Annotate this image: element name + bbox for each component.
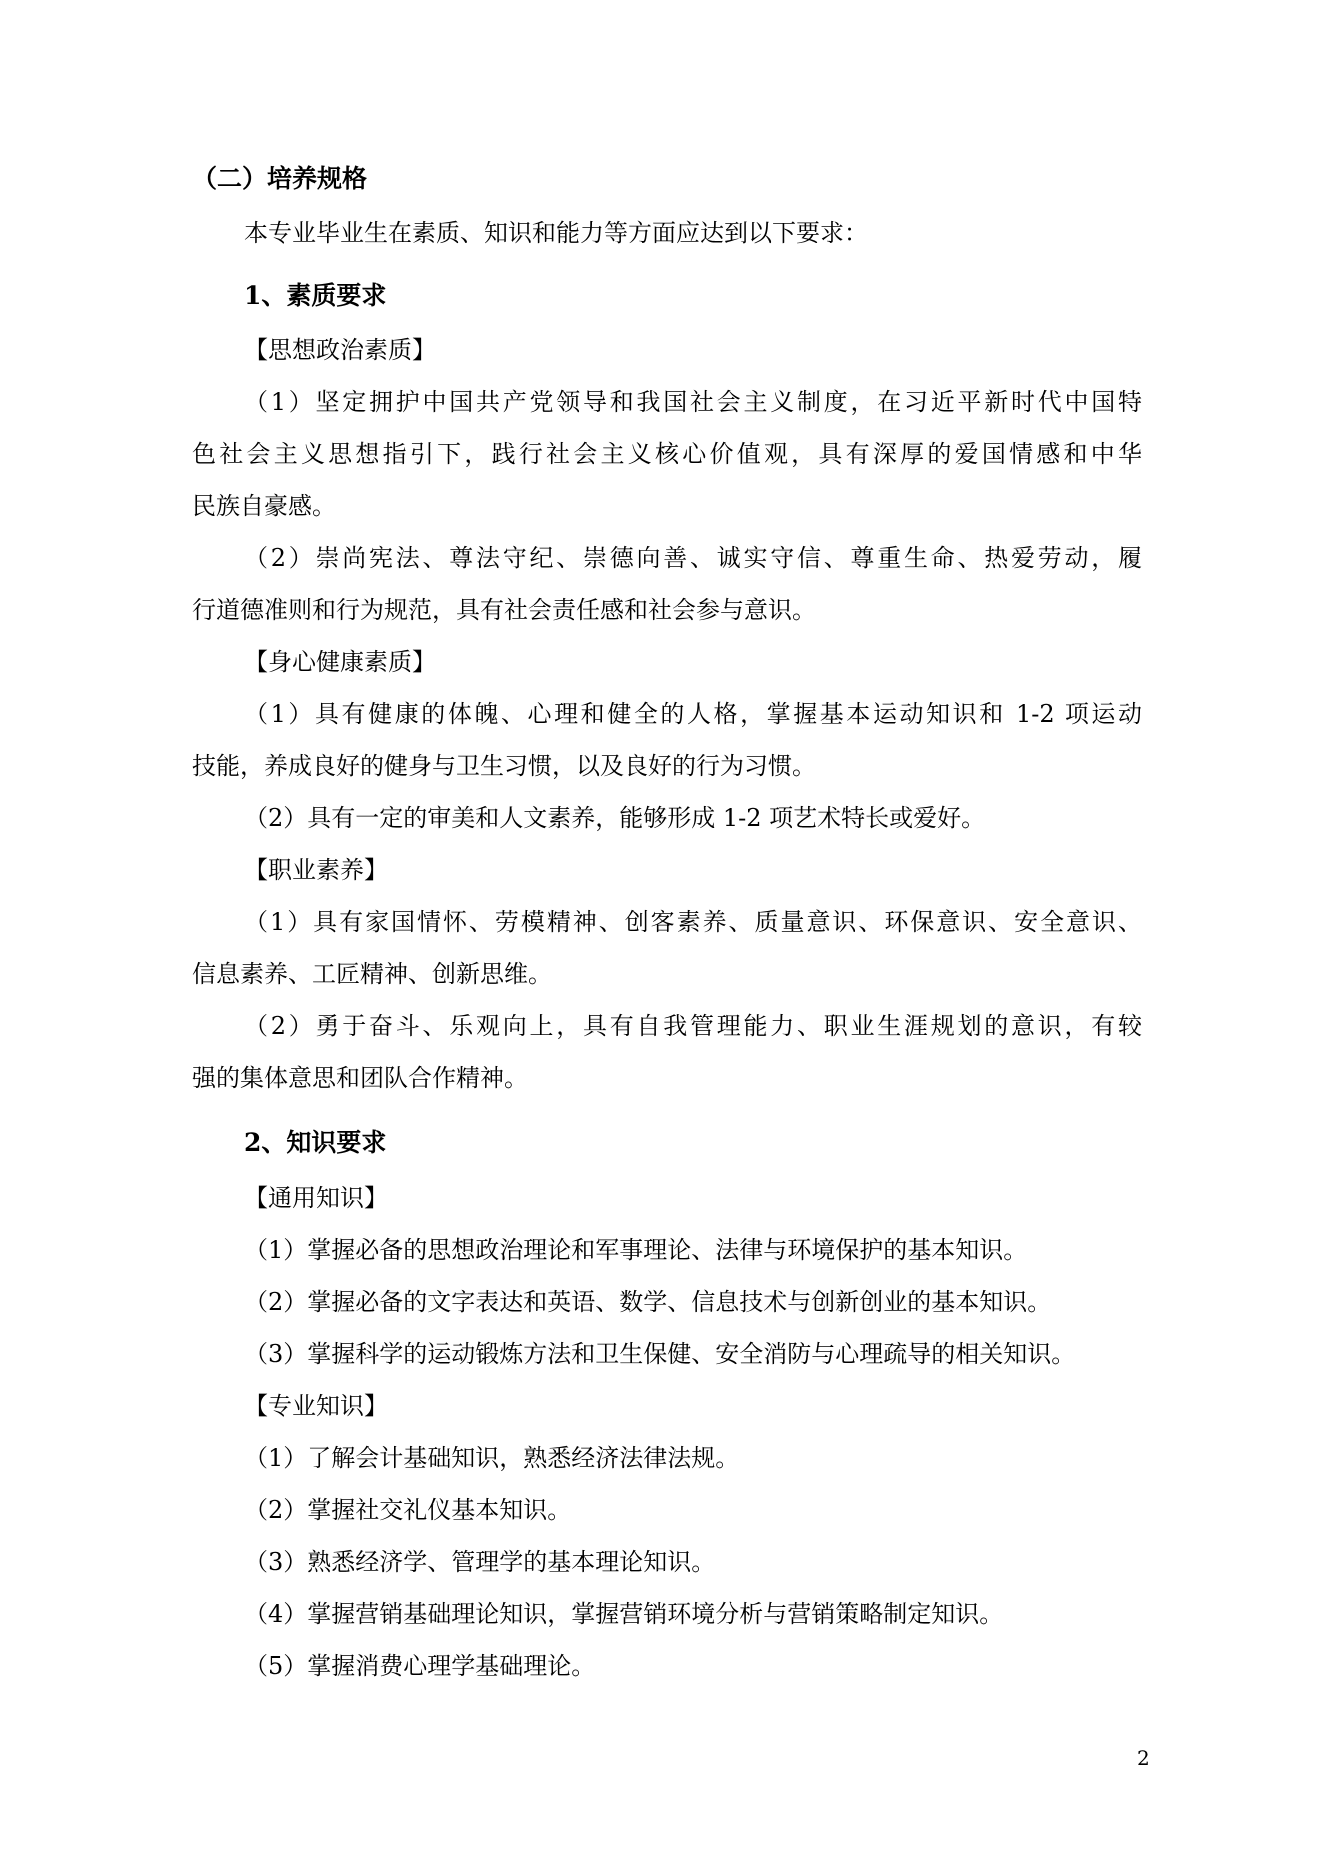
political-item1-line1: （1）坚定拥护中国共产党领导和我国社会主义制度，在习近平新时代中国特 [244, 388, 1142, 416]
specialized-knowledge-item1: （1）了解会计基础知识，熟悉经济法律法规。 [244, 1444, 740, 1472]
intro-paragraph: 本专业毕业生在素质、知识和能力等方面应达到以下要求： [244, 219, 868, 247]
political-item2-line1: （2）崇尚宪法、尊法守纪、崇德向善、诚实守信、尊重生命、热爱劳动，履 [244, 544, 1142, 572]
quality-requirements-heading: 1、素质要求 [244, 281, 387, 310]
general-knowledge-item3: （3）掌握科学的运动锻炼方法和卫生保健、安全消防与心理疏导的相关知识。 [244, 1340, 1076, 1368]
specialized-knowledge-item4: （4）掌握营销基础理论知识，掌握营销环境分析与营销策略制定知识。 [244, 1600, 1004, 1628]
knowledge-requirements-heading: 2、知识要求 [244, 1128, 387, 1157]
general-knowledge-label: 【通用知识】 [244, 1184, 388, 1212]
health-item1-line2: 技能，养成良好的健身与卫生习惯，以及良好的行为习惯。 [192, 752, 816, 780]
professional-item2-line2: 强的集体意思和团队合作精神。 [192, 1064, 528, 1092]
section-heading: （二）培养规格 [192, 164, 368, 193]
political-quality-label: 【思想政治素质】 [244, 336, 436, 364]
health-item2: （2）具有一定的审美和人文素养，能够形成 1-2 项艺术特长或爱好。 [244, 804, 986, 832]
specialized-knowledge-item5: （5）掌握消费心理学基础理论。 [244, 1652, 596, 1680]
page-number: 2 [1137, 1746, 1150, 1770]
general-knowledge-item1: （1）掌握必备的思想政治理论和军事理论、法律与环境保护的基本知识。 [244, 1236, 1028, 1264]
health-quality-label: 【身心健康素质】 [244, 648, 436, 676]
professional-item2-line1: （2）勇于奋斗、乐观向上，具有自我管理能力、职业生涯规划的意识，有较 [244, 1012, 1142, 1040]
professional-item1-line1: （1）具有家国情怀、劳模精神、创客素养、质量意识、环保意识、安全意识、 [244, 908, 1142, 936]
professional-quality-label: 【职业素养】 [244, 856, 388, 884]
specialized-knowledge-item3: （3）熟悉经济学、管理学的基本理论知识。 [244, 1548, 716, 1576]
health-item1-line1: （1）具有健康的体魄、心理和健全的人格，掌握基本运动知识和 1-2 项运动 [244, 700, 1142, 728]
professional-item1-line2: 信息素养、工匠精神、创新思维。 [192, 960, 552, 988]
political-item1-line3: 民族自豪感。 [192, 492, 336, 520]
specialized-knowledge-label: 【专业知识】 [244, 1392, 388, 1420]
political-item2-line2: 行道德准则和行为规范，具有社会责任感和社会参与意识。 [192, 596, 816, 624]
general-knowledge-item2: （2）掌握必备的文字表达和英语、数学、信息技术与创新创业的基本知识。 [244, 1288, 1052, 1316]
specialized-knowledge-item2: （2）掌握社交礼仪基本知识。 [244, 1496, 572, 1524]
political-item1-line2: 色社会主义思想指引下，践行社会主义核心价值观，具有深厚的爱国情感和中华 [192, 440, 1142, 468]
